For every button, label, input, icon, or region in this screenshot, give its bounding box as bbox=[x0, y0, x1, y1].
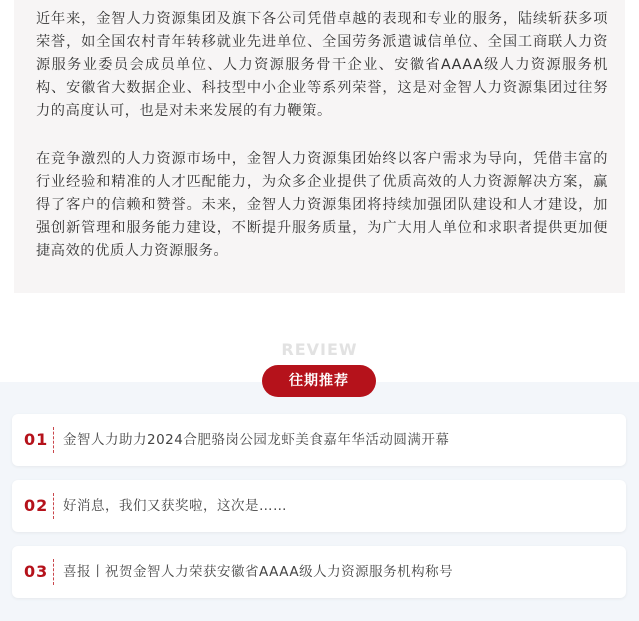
article-link-title[interactable]: 好消息，我们又获奖啦，这次是…… bbox=[63, 498, 287, 514]
article-paragraph-2: 在竞争激烈的人力资源市场中，金智人力资源集团始终以客户需求为导向，凭借丰富的行业经验和精准的人才匹配能力，为众多企业提供了优质高效的人力资源解决方案，赢得了客户的信赖和赞誉。未来，金智人力资源集团将持续加强团队建设和人才建设，加强创新管理和服务能力建设，不断提升服务质量，为广大用人单位和求职者提供更加便捷高效的优质人力资源服务。 bbox=[36, 151, 608, 259]
review-title-badge: 往期推荐 bbox=[262, 365, 376, 397]
article-paragraph-1: 近年来，金智人力资源集团及旗下各公司凭借卓越的表现和专业的服务，陆续斩获多项荣誉，如全国农村青年转移就业先进单位、全国劳务派遣诚信单位、全国工商联人力资源服务业委员会成员单位、人力资源服务骨干企业、安徽省AAAA级人力资源服务机构、安徽省大数据企业、科技型中小企业等系列荣誉，这是对金智人力资源集团过往努力的高度认可，也是对未来发展的有力鞭策。 bbox=[36, 11, 608, 119]
article-number: 01 bbox=[24, 430, 49, 449]
article-link-title[interactable]: 喜报丨祝贺金智人力荣获安徽省AAAA级人力资源服务机构称号 bbox=[63, 564, 454, 580]
article-number: 03 bbox=[24, 562, 49, 581]
dashed-divider bbox=[53, 559, 54, 585]
recommended-article-3[interactable] bbox=[12, 546, 626, 598]
article-text-box bbox=[14, 0, 625, 293]
recommended-article-1[interactable] bbox=[12, 414, 626, 466]
dashed-divider bbox=[53, 427, 54, 453]
review-english-label: REVIEW bbox=[281, 340, 358, 359]
dashed-divider bbox=[53, 493, 54, 519]
recommended-article-2[interactable] bbox=[12, 480, 626, 532]
article-link-title[interactable]: 金智人力助力2024合肥骆岗公园龙虾美食嘉年华活动圆满开幕 bbox=[63, 432, 450, 448]
article-number: 02 bbox=[24, 496, 49, 515]
